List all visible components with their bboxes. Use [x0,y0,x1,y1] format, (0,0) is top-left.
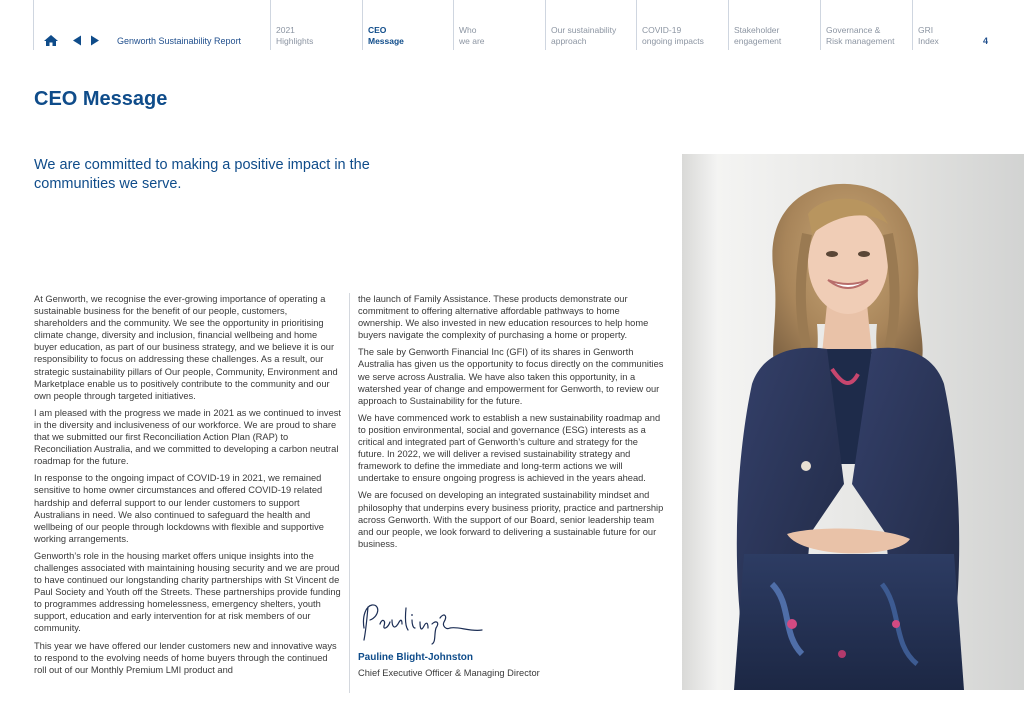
body-column-right [358,293,666,555]
nav-tab-who-we-are[interactable]: Who we are [453,0,545,50]
body-paragraph: I am pleased with the progress we made in 2021 as we continued to invest in the diversity and inclusiveness of our workforce. We are proud to share that we submitted our first Reconciliation Action Plan (RAP) to Reconciliation Australia, and we committed to developing a carbon neutral roadmap for the future. [34,407,341,467]
page-number: 4 [983,36,989,46]
body-paragraph: the launch of Family Assistance. These products demonstrate our commitment to offering alternative affordable pathways to home ownership. We also invested in new education resources to help home buyers navigate the complexity of purchasing a home or property. [358,294,649,341]
arrow-right-icon[interactable] [88,35,102,46]
nav-tab-governance[interactable]: Governance & Risk management [820,0,912,50]
nav-tab-ceo-message[interactable]: CEO Message [362,0,453,50]
home-icon[interactable] [44,35,58,46]
body-column-left [34,293,342,693]
page-title: CEO Message [34,88,168,110]
nav-tab-highlights[interactable]: 2021 Highlights [270,0,362,50]
nav-tab-gri-index[interactable]: GRI Index [912,0,982,50]
body-paragraph: This year we have offered our lender customers new and innovative ways to respond to the evolving needs of home buyers through the continued roll out of our Monthly Premium LMI product and [34,640,337,675]
top-navigation [0,0,1024,50]
column-divider [349,293,350,693]
arrow-left-icon[interactable] [70,35,84,46]
nav-tab-stakeholder-engagement[interactable]: Stakeholder engagement [728,0,820,50]
body-paragraph: The sale by Genworth Financial Inc (GFI) of its shares in Genworth Australia has given us the opportunity to focus directly on the communities we serve across Australia. We have also taken this opportunity, in a watershed year of change and empowerment for Genworth, to review our approach to Sustainability for the future. [358,347,664,406]
body-paragraph: At Genworth, we recognise the ever-growing importance of operating a sustainable business for the benefit of our people, customers, shareholders and the community. We see the opportunity in prioritising climate change, diversity and inclusion, financial wellbeing and home buyer education, as part of our business strategy, and we believe it is our responsibility to focus on addressing these challenges. As a result, our strategic sustainability pillars of Our people, Community, Environment and Marketplace enable us to positively contribute to the community and our own people through targeted initiatives. [34,294,338,401]
report-title-link[interactable]: Genworth Sustainability Report [117,36,242,46]
ceo-portrait-photo [682,154,1024,690]
signatory-role: Chief Executive Officer & Managing Director [358,668,540,678]
body-paragraph: We have commenced work to establish a new sustainability roadmap and to position environmental, social and governance (ESG) interests as a critical and integrated part of Genworth’s culture and strategy for the future. In 2022, we will deliver a revised sustainability strategy and framework to define the immediate and long-term actions we will undertake to ensure ongoing progress is achieved in the years ahead. [358,412,661,484]
intro-statement: We are committed to making a positive impact in the communities we serve. [34,157,370,192]
nav-tab-covid-19[interactable]: COVID-19 ongoing impacts [636,0,728,50]
body-paragraph: We are focused on developing an integrated sustainability mindset and philosophy that underpins every business priority, practice and partnership across Genworth. With the support of our Board, senior leadership team and our people, we look forward to delivering a sustainable future for our business. [358,490,664,549]
body-paragraph: Genworth’s role in the housing market offers unique insights into the challenges associated with maintaining housing security and we are proud to have continued our longstanding charity partnerships with St Vincent de Paul Society and Youth off the Streets. These partnerships provide funding to programmes addressing homelessness, emergency shelters, youth support, education and early intervention for at risk members of our community. [34,550,341,634]
body-paragraph: In response to the ongoing impact of COVID-19 in 2021, we remained sensitive to home owner circumstances and offered COVID-19 related hardship and deferral support to our lender customers to support Australians in need. We also continued to safeguard the health and wellbeing of our people through lockdowns with flexible and supportive working arrangements. [34,473,324,544]
handwritten-signature [358,598,488,648]
signatory-name: Pauline Blight-Johnston [358,652,473,663]
nav-tab-sustainability-approach[interactable]: Our sustainability approach [545,0,636,50]
